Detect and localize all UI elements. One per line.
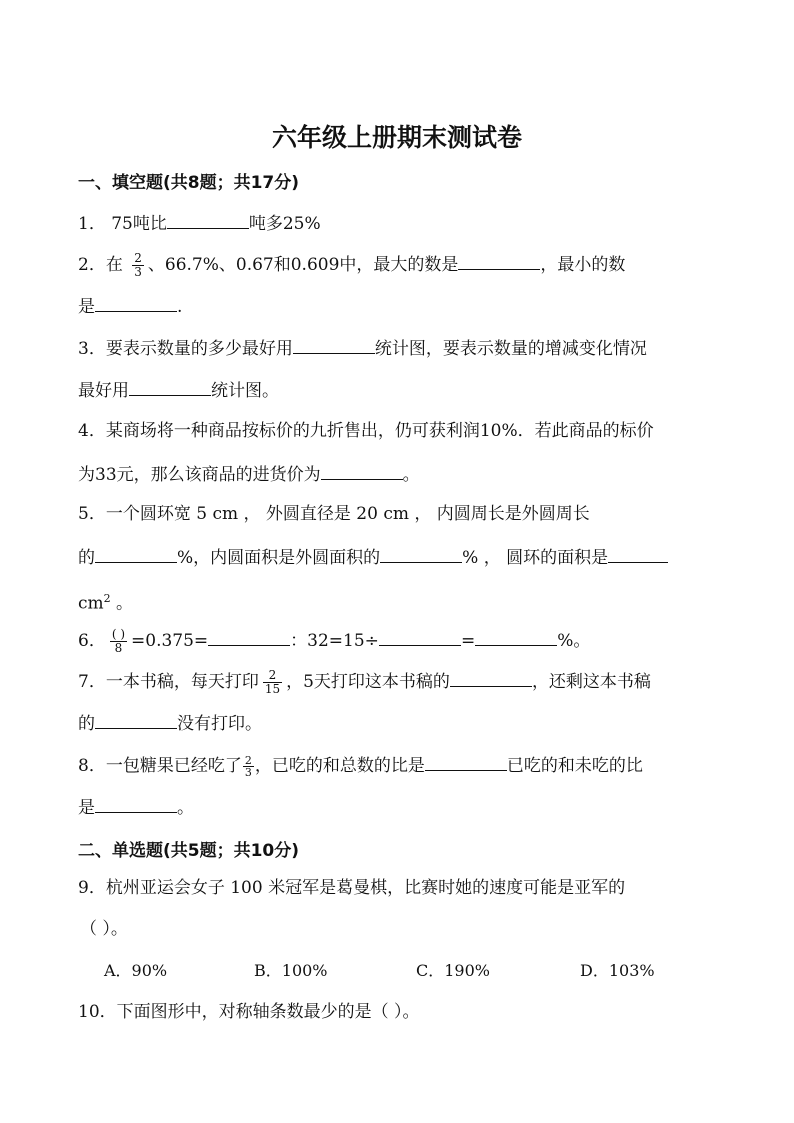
- q3-text-a: 3．要表示数量的多少最好用: [78, 339, 293, 359]
- q2-text-e: .: [177, 297, 183, 317]
- q8-blank-2[interactable]: [95, 794, 177, 813]
- question-10: [78, 1000, 420, 1024]
- q6-blank-2[interactable]: [379, 627, 461, 646]
- question-5: [78, 502, 590, 526]
- question-7-cont: [78, 710, 262, 736]
- q8-text-e: 。: [177, 798, 194, 818]
- question-2-cont: [78, 293, 182, 319]
- q6-blank-1[interactable]: [208, 627, 290, 646]
- q7-fraction-denominator: 15: [264, 682, 281, 696]
- q5-text-c: %，内圆面积是外圆面积的: [177, 548, 381, 568]
- question-8-cont: [78, 794, 194, 820]
- q8-text-a: 8．一包糖果已经吃了: [78, 756, 242, 776]
- q7-fraction-numerator: 2: [263, 669, 282, 683]
- q7-text-b: ，5天打印这本书稿的: [286, 672, 450, 692]
- q7-text-a: 7．一本书稿，每天打印: [78, 672, 259, 692]
- q5-text-f: 。: [110, 593, 134, 614]
- q5-unit-exponent: 2: [103, 592, 111, 605]
- q2-text-c: ，最小的数: [540, 255, 626, 275]
- q3-blank-1[interactable]: [293, 335, 375, 354]
- q4-text-c: 。: [402, 465, 420, 485]
- question-2: [78, 251, 625, 279]
- question-9: [78, 876, 625, 900]
- q2-blank-largest[interactable]: [458, 251, 540, 270]
- q3-text-d: 统计图。: [211, 381, 279, 401]
- q1-answer-blank[interactable]: [167, 210, 249, 229]
- q9-option-d[interactable]: D．103%: [580, 961, 655, 980]
- question-7: [78, 668, 651, 696]
- q8-fraction-numerator: 2: [244, 754, 252, 767]
- q1-text-b: 吨多25%: [248, 214, 321, 234]
- q6-text-e: %。: [557, 631, 591, 651]
- q8-fraction-denominator: 3: [244, 766, 252, 779]
- q2-text-b: 、66.7%、0.67和0.609中，最大的数是: [147, 255, 459, 275]
- q2-blank-smallest[interactable]: [95, 293, 177, 312]
- q7-blank-2[interactable]: [95, 710, 177, 729]
- q2-text-a: 2．在: [78, 255, 123, 275]
- q8-blank-1[interactable]: [425, 752, 507, 771]
- q9-text-a: 9．杭州亚运会女子 100 米冠军是葛曼棋，比赛时她的速度可能是亚军的: [78, 878, 626, 898]
- q6-fraction-denominator: 8: [114, 641, 123, 655]
- page-title: 六年级上册期末测试卷: [271, 123, 522, 152]
- question-8: [78, 752, 643, 778]
- q6-blank-3[interactable]: [475, 627, 557, 646]
- q10-text-a: 10．下面图形中，对称轴条数最少的是（ ）。: [78, 1002, 420, 1022]
- q9-answer-paren: （ ）。: [80, 919, 128, 939]
- q3-blank-2[interactable]: [129, 377, 211, 396]
- q6-fraction: [110, 628, 127, 655]
- q2-text-d: 是: [78, 297, 95, 317]
- q4-text-a: 4．某商场将一种商品按标价的九折售出，仍可获利润10%．若此商品的标价: [78, 421, 654, 441]
- question-6: [78, 627, 590, 655]
- q2-fraction: [132, 252, 144, 279]
- q7-fraction: [263, 669, 282, 696]
- q5-blank-1[interactable]: [95, 544, 177, 563]
- q8-fraction: [243, 755, 254, 778]
- q7-text-c: ，还剩这本书稿: [531, 672, 651, 692]
- q6-text-c: ：32=15÷: [290, 631, 379, 651]
- q8-text-c: 已吃的和未吃的比: [506, 756, 643, 776]
- q8-text-b: ，已吃的和总数的比是: [254, 756, 425, 776]
- q6-text-d: =: [460, 631, 476, 651]
- q5-text-a: 5．一个圆环宽 5 cm ， 外圆直径是 20 cm ， 内圆周长是外圆周长: [78, 504, 590, 524]
- q5-text-d: % ， 圆环的面积是: [462, 548, 609, 568]
- question-4: [78, 419, 654, 443]
- question-1: [78, 210, 321, 236]
- question-5-unit: [78, 587, 133, 616]
- q2-fraction-numerator: 2: [134, 251, 142, 265]
- q1-text-a: 1． 75吨比: [78, 214, 167, 234]
- question-4-cont: [78, 461, 420, 487]
- section-heading-fill-in: 一、填空题(共8题；共17分): [78, 173, 300, 193]
- q4-text-b: 为33元，那么该商品的进货价为: [78, 465, 321, 485]
- q6-fraction-numerator: ( ): [111, 627, 126, 641]
- q5-blank-3[interactable]: [608, 544, 668, 563]
- q9-option-c[interactable]: C．190%: [416, 961, 490, 980]
- q7-blank-1[interactable]: [450, 668, 532, 687]
- q5-unit: cm: [78, 593, 104, 614]
- q3-text-b: 统计图，要表示数量的增减变化情况: [374, 339, 647, 359]
- q7-text-d: 的: [78, 714, 95, 734]
- q8-text-d: 是: [78, 798, 95, 818]
- question-5-cont: [78, 544, 668, 570]
- q3-text-c: 最好用: [78, 381, 129, 401]
- question-3: [78, 335, 647, 361]
- q7-text-e: 没有打印。: [177, 714, 262, 734]
- section-heading-single-choice: 二、单选题(共5题；共10分): [78, 841, 300, 861]
- q4-blank[interactable]: [321, 461, 403, 480]
- q9-option-a[interactable]: A．90%: [104, 961, 168, 980]
- q5-blank-2[interactable]: [380, 544, 462, 563]
- question-9-cont: [80, 917, 128, 941]
- q9-option-b[interactable]: B．100%: [254, 961, 328, 980]
- q6-text-b: =0.375=: [131, 631, 209, 651]
- q2-fraction-denominator: 3: [134, 265, 142, 279]
- question-3-cont: [78, 377, 279, 403]
- q5-text-b: 的: [78, 548, 95, 568]
- q6-text-a: 6．: [78, 631, 106, 651]
